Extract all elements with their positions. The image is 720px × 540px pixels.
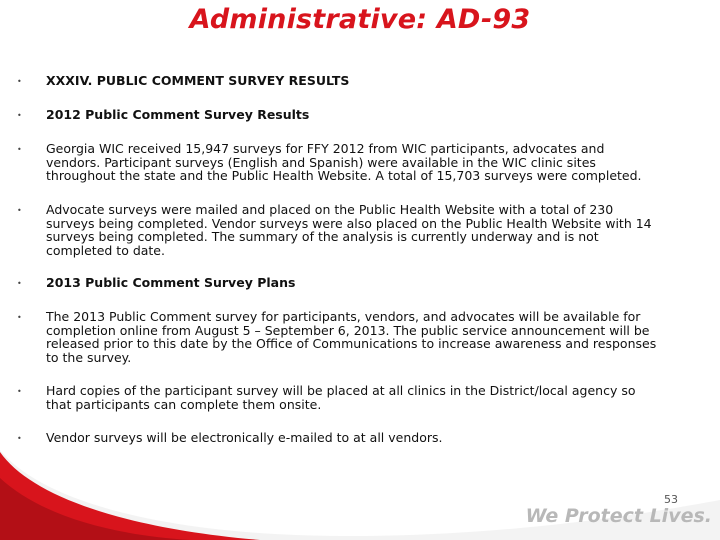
- bullet-marker: •: [17, 111, 22, 120]
- bullet-marker: •: [17, 313, 22, 322]
- list-item: Vendor surveys will be electronically e-mailed to at all vendors.: [46, 430, 443, 445]
- bullet-marker: •: [17, 77, 22, 86]
- page-title: Administrative: AD-93: [189, 4, 531, 35]
- footer-tagline: We Protect Lives.: [525, 505, 712, 527]
- list-item: 2013 Public Comment Survey Plans: [46, 275, 296, 290]
- bullet-marker: •: [17, 434, 22, 443]
- list-item: 2012 Public Comment Survey Results: [46, 107, 310, 122]
- page-number: 53: [664, 493, 678, 506]
- list-item: The 2013 Public Comment survey for participants, vendors, and advocates will be available for completion online from August 5 – September 6, 2013. The public service announcement will be released prior to this date by the Office of Communications to increase awareness and responses to the survey.: [46, 309, 657, 365]
- bullet-marker: •: [17, 206, 22, 215]
- list-item: XXXIV. PUBLIC COMMENT SURVEY RESULTS: [46, 73, 350, 88]
- list-item: Georgia WIC received 15,947 surveys for FFY 2012 from WIC participants, advocates and vendors. Participant surveys (English and Spanish) were available in the WIC clinic sites throughout the state and the Public Health Website. A total of 15,703 surveys were completed.: [46, 141, 642, 184]
- list-item: Hard copies of the participant survey will be placed at all clinics in the District/local agency so that participants can complete them onsite.: [46, 383, 636, 412]
- bullet-marker: •: [17, 279, 22, 288]
- list-item: Advocate surveys were mailed and placed on the Public Health Website with a total of 230 surveys being completed. Vendor surveys were also placed on the Public Health Website with 14 surveys being completed. The summary of the analysis is currently underway and is not completed to date.: [46, 202, 652, 258]
- bullet-marker: •: [17, 145, 22, 154]
- bullet-marker: •: [17, 387, 22, 396]
